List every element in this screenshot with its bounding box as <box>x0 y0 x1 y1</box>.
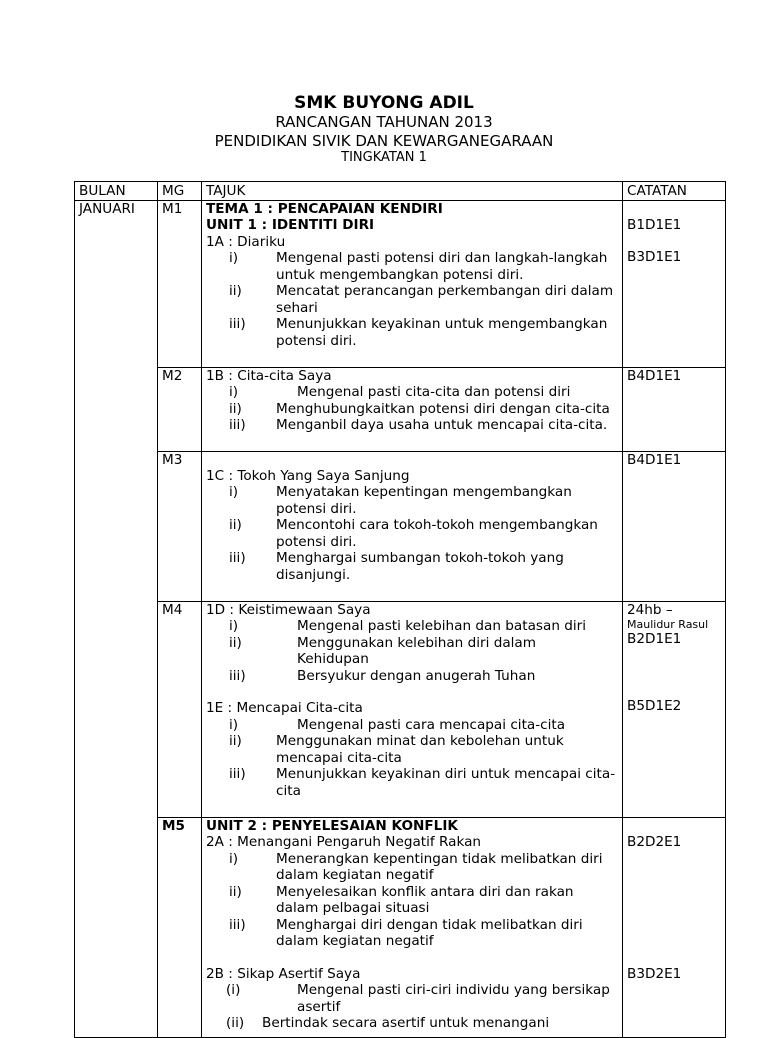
list-item: ii) Menyelesaikan konflik antara diri dan rakan dalam pelbagai situasi <box>229 883 574 916</box>
subtopic-title: 2A : Menangani Pengaruh Negatif Rakan <box>206 834 482 850</box>
list-item: ii) Menggunakan minat dan kebolehan untuk mencapai cita-cita <box>229 733 564 766</box>
plan-title: RANCANGAN TAHUNAN 2013 <box>275 113 493 131</box>
notes-cell <box>623 601 726 817</box>
level-title: TINGKATAN 1 <box>341 150 427 165</box>
subtopic-title: 1D : Keistimewaan Saya <box>206 601 371 618</box>
list-item: (ii) Bertindak secara asertif untuk menangani <box>226 1015 550 1031</box>
list-item: iii) Menganbil daya usaha untuk mencapai cita-cita. <box>229 417 608 433</box>
notes-cell <box>623 451 726 601</box>
list-item: ii) Menggunakan kelebihan diri dalam Kehidupan <box>229 634 537 667</box>
topic-cell <box>202 451 623 601</box>
subtopic-title: 2B : Sikap Asertif Saya <box>206 965 361 982</box>
note-code: B3D2E1 <box>627 966 682 982</box>
list-item: i) Menyatakan kepentingan mengembangkan potensi diri. <box>229 484 572 517</box>
column-header-notes: CATATAN <box>623 182 726 201</box>
subtopic-title: 1A : Diariku <box>206 233 286 250</box>
unit-title: UNIT 2 : PENYELESAIAN KONFLIK <box>206 817 458 834</box>
list-item: iii) Menghargai sumbangan tokoh-tokoh yang disanjungi. <box>229 550 564 583</box>
column-header-week: MG <box>158 182 202 201</box>
school-name: SMK BUYONG ADIL <box>294 93 474 113</box>
holiday-name: Maulidur Rasul <box>627 618 709 631</box>
month-cell: JANUARI <box>75 200 158 1037</box>
holiday-date: 24hb – <box>627 601 673 618</box>
theme-title: TEMA 1 : PENCAPAIAN KENDIRI <box>206 200 443 217</box>
topic-cell <box>202 817 623 1037</box>
topic-cell <box>202 601 623 817</box>
list-item: i) Mengenal pasti cara mencapai cita-cita <box>229 716 566 733</box>
list-item: i) Menerangkan kepentingan tidak melibatkan diri dalam kegiatan negatif <box>229 850 603 883</box>
list-item: iii) Menunjukkan keyakinan untuk mengembangkan potensi diri. <box>229 316 608 349</box>
unit-title: UNIT 1 : IDENTITI DIRI <box>206 217 375 233</box>
list-item: ii) Mencontohi cara tokoh-tokoh mengembangkan potensi diri. <box>229 517 598 550</box>
table-row <box>75 817 726 1037</box>
list-item: ii) Mencatat perancangan perkembangan diri dalam sehari <box>229 283 614 316</box>
table-row <box>75 200 726 367</box>
table-row <box>75 451 726 601</box>
column-header-topic: TAJUK <box>202 182 623 201</box>
week-cell: M1 <box>158 200 202 367</box>
note-code: B2D1E1 <box>627 631 682 647</box>
note-code: B5D1E2 <box>627 697 682 714</box>
notes-cell <box>623 200 726 367</box>
list-item: iii) Menghargai diri dengan tidak melibatkan diri dalam kegiatan negatif <box>229 916 583 949</box>
table-header-row <box>75 182 726 201</box>
note-code: B1D1E1 <box>627 216 682 233</box>
list-item: (i) Mengenal pasti ciri-ciri individu yang bersikap asertif <box>226 982 610 1015</box>
notes-cell <box>623 817 726 1037</box>
column-header-month: BULAN <box>75 182 158 201</box>
note-code: B4D1E1 <box>627 367 682 384</box>
subtopic-title: 1B : Cita-cita Saya <box>206 367 332 384</box>
yearly-plan-table <box>74 181 726 1038</box>
week-cell: M5 <box>158 817 202 1037</box>
subtopic-title: 1C : Tokoh Yang Saya Sanjung <box>206 467 410 484</box>
table-row <box>75 601 726 817</box>
note-code: B4D1E1 <box>627 451 682 468</box>
list-item: i) Mengenal pasti cita-cita dan potensi diri <box>229 384 571 400</box>
subtopic-title: 1E : Mencapai Cita-cita <box>206 700 363 716</box>
list-item: ii) Menghubungkaitkan potensi diri dengan cita-cita <box>229 400 610 417</box>
week-cell: M4 <box>158 601 202 817</box>
table-row <box>75 367 726 451</box>
note-code: B2D2E1 <box>627 833 682 850</box>
list-item: iii) Bersyukur dengan anugerah Tuhan <box>229 667 536 684</box>
list-item: iii) Menunjukkan keyakinan diri untuk mencapai cita-cita <box>229 766 616 799</box>
note-code: B3D1E1 <box>627 249 682 265</box>
list-item: i) Mengenal pasti kelebihan dan batasan diri <box>229 618 587 634</box>
topic-cell <box>202 367 623 451</box>
notes-cell <box>623 367 726 451</box>
list-item: i) Mengenal pasti potensi diri dan langkah-langkah untuk mengembangkan potensi diri. <box>229 250 608 283</box>
week-cell: M3 <box>158 451 202 601</box>
subject-title: PENDIDIKAN SIVIK DAN KEWARGANEGARAAN <box>214 132 554 150</box>
topic-cell <box>202 200 623 367</box>
week-cell: M2 <box>158 367 202 451</box>
